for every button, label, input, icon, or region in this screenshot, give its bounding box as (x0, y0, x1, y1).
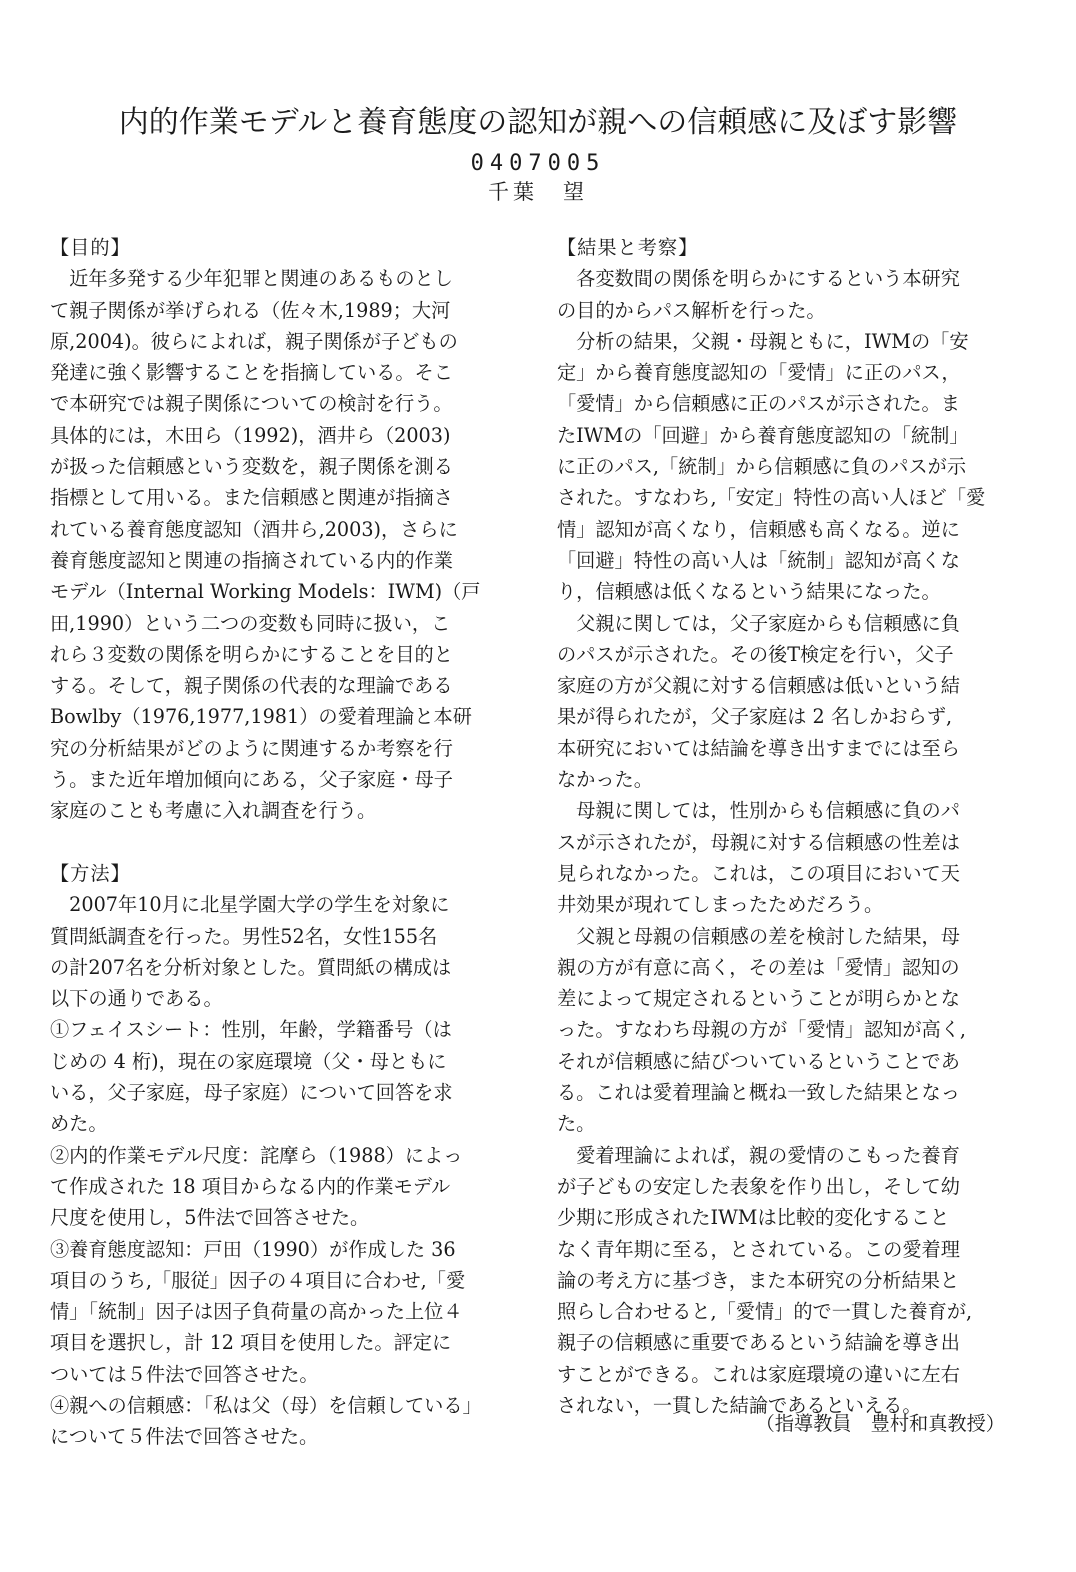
text-line: モデル（Internal Working Models：IWM)（戸 (50, 580, 481, 604)
text-line: 果が得られたが，父子家庭は 2 名しかおらず, (557, 705, 953, 729)
text-line: いる，父子家庭，母子家庭）について回答を求 (50, 1081, 453, 1105)
text-line: が扱った信頼感という変数を，親子関係を測る (50, 455, 453, 479)
text-line: 養育態度認知と関連の指摘されている内的作業 (50, 548, 453, 572)
text-line: 各変数間の関係を明らかにするという本研究 (557, 267, 960, 291)
text-line: 「愛情」から信頼感に正のパスが示された。ま (557, 392, 960, 416)
text-line: めた。 (50, 1112, 108, 1136)
text-line: 母親に関しては，性別からも信頼感に負のパ (557, 799, 960, 823)
text-line: のパスが示された。その後T検定を行い，父子 (557, 642, 954, 666)
text-line: 項目を選択し，計 12 項目を使用した。評定に (50, 1331, 452, 1355)
text-line: 父親と母親の信頼感の差を検討した結果，母 (557, 924, 960, 948)
text-line: について５件法で回答させた。 (50, 1425, 319, 1449)
text-line: 発達に強く影響することを指摘している。そこ (50, 361, 453, 385)
text-line: 家庭の方が父親に対する信頼感は低いという結 (557, 674, 960, 698)
text-line: 尺度を使用し，5件法で回答させた。 (50, 1206, 370, 1230)
text-line: て作成された 18 項目からなる内的作業モデル (50, 1174, 451, 1198)
text-line: 項目のうち,「服従」因子の４項目に合わせ,「愛 (50, 1268, 466, 1292)
text-line: れている養育態度認知（酒井ら,2003)，さらに (50, 517, 458, 541)
text-line: たIWMの「回避」から養育態度認知の「統制」 (557, 423, 969, 447)
text-line: が子どもの安定した表象を作り出し，そして幼 (557, 1174, 960, 1198)
text-line: 愛着理論によれば，親の愛情のこもった養育 (557, 1143, 960, 1167)
text-line: 照らし合わせると,「愛情」的で一貫した養育が, (557, 1300, 973, 1324)
left-column (50, 232, 502, 1453)
results-body (557, 263, 1009, 1421)
text-line: る。これは愛着理論と概ね一致した結果となっ (557, 1081, 960, 1105)
text-line: 家庭のことも考慮に入れ調査を行う。 (50, 799, 377, 823)
text-line: 本研究においては結論を導き出すまでには至ら (557, 736, 960, 760)
text-line: 具体的には，木田ら（1992)，酒井ら（2003) (50, 423, 451, 447)
text-line: 情」認知が高くなり，信頼感も高くなる。逆に (557, 517, 960, 541)
purpose-body (50, 263, 502, 826)
text-line: されない，一貫した結論であるといえる。 (557, 1393, 922, 1417)
text-line: ②内的作業モデル尺度：詫摩ら（1988）によっ (50, 1143, 463, 1167)
text-line: 近年多発する少年犯罪と関連のあるものとし (50, 267, 453, 291)
text-line: 以下の通りである。 (50, 987, 223, 1011)
text-line: た。 (557, 1112, 596, 1136)
text-line: 差によって規定されるということが明らかとな (557, 987, 960, 1011)
text-line: された。すなわち,「安定」特性の高い人ほど「愛 (557, 486, 986, 510)
text-line: 論の考え方に基づき，また本研究の分析結果と (557, 1268, 960, 1292)
text-line: 分析の結果，父親・母親ともに，IWMの「安 (557, 329, 969, 353)
purpose-section (50, 232, 502, 827)
text-line: スが示されたが，母親に対する信頼感の性差は (557, 830, 960, 854)
method-body (50, 889, 502, 1452)
advisor-credit: （指導教員 豊村和真教授） (755, 1412, 1005, 1435)
text-line: なく青年期に至る，とされている。この愛着理 (557, 1237, 960, 1261)
text-line: 親の方が有意に高く，その差は「愛情」認知の (557, 955, 960, 979)
author-name: 千葉 望 (488, 180, 588, 204)
text-line: に正のパス,「統制」から信頼感に負のパスが示 (557, 455, 967, 479)
text-line: ④親への信頼感：「私は父（母）を信頼している」 (50, 1393, 482, 1417)
text-line: ①フェイスシート：性別，年齢，学籍番号（は (50, 1018, 452, 1042)
text-line: 指標として用いる。また信頼感と関連が指摘さ (50, 486, 453, 510)
text-line: 究の分析結果がどのように関連するか考察を行 (50, 736, 453, 760)
purpose-heading: 【目的】 (50, 236, 131, 259)
text-line: ついては５件法で回答させた。 (50, 1362, 319, 1386)
text-line: 「回避」特性の高い人は「統制」認知が高くな (557, 548, 960, 572)
text-line: なかった。 (557, 768, 653, 792)
text-line: する。そして，親子関係の代表的な理論である (50, 674, 453, 698)
text-line: すことができる。これは家庭環境の違いに左右 (557, 1362, 960, 1386)
method-section (50, 858, 502, 1453)
text-line: 2007年10月に北星学園大学の学生を対象に (50, 893, 450, 917)
text-line: 井効果が現れてしまったためだろう。 (557, 893, 884, 917)
section-gap (50, 827, 502, 858)
text-line: それが信頼感に結びついているということであ (557, 1049, 960, 1073)
text-line: 父親に関しては，父子家庭からも信頼感に負 (557, 611, 960, 635)
results-heading: 【結果と考察】 (557, 236, 699, 259)
student-id: 0407005 (470, 151, 606, 176)
text-line: ③養育態度認知：戸田（1990）が作成した 36 (50, 1237, 456, 1261)
text-line: 見られなかった。これは，この項目において天 (557, 861, 960, 885)
text-line: Bowlby（1976,1977,1981）の愛着理論と本研 (50, 705, 472, 729)
page-title: 内的作業モデルと養育態度の認知が親への信頼感に及ぼす影響 (118, 105, 958, 140)
text-line: の計207名を分析対象とした。質問紙の構成は (50, 955, 452, 979)
text-line: 原,2004)。彼らによれば，親子関係が子どもの (50, 329, 458, 353)
text-line: った。すなわち母親の方が「愛情」認知が高く, (557, 1018, 967, 1042)
text-line: 定」から養育態度認知の「愛情」に正のパス， (557, 361, 961, 385)
text-line: 田,1990）という二つの変数も同時に扱い，こ (50, 611, 451, 635)
text-line: う。また近年増加傾向にある，父子家庭・母子 (50, 768, 453, 792)
right-column (557, 232, 1009, 1421)
method-heading: 【方法】 (50, 861, 131, 885)
text-line: り，信頼感は低くなるという結果になった。 (557, 580, 941, 604)
text-line: 質問紙調査を行った。男性52名，女性155名 (50, 924, 438, 948)
text-line: 少期に形成されたIWMは比較的変化すること (557, 1206, 950, 1230)
text-line: て親子関係が挙げられる（佐々木,1989；大河 (50, 298, 451, 322)
text-line: で本研究では親子関係についての検討を行う。 (50, 392, 453, 416)
results-section (557, 232, 1009, 1421)
text-line: れら３変数の関係を明らかにすることを目的と (50, 642, 453, 666)
text-line: の目的からパス解析を行った。 (557, 298, 826, 322)
text-line: 情」「統制」因子は因子負荷量の高かった上位４ (50, 1300, 463, 1324)
text-line: じめの 4 桁)，現在の家庭環境（父・母ともに (50, 1049, 447, 1073)
text-line: 親子の信頼感に重要であるという結論を導き出 (557, 1331, 960, 1355)
